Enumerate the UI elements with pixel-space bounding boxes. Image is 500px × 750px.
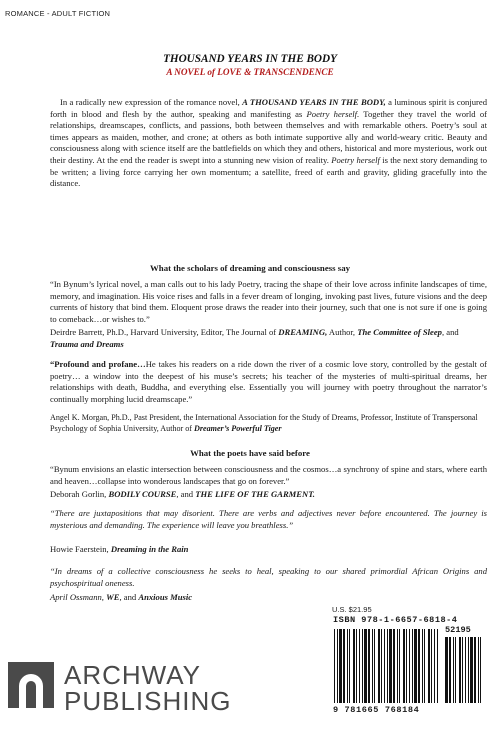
poet-attribution-1: Deborah Gorlin, BODILY COURSE, and THE LIFE OF THE GARMENT. — [50, 489, 315, 499]
barcode-number: 9 781665 768184 — [333, 705, 420, 715]
scholars-heading: What the scholars of dreaming and consciousness say — [150, 263, 350, 273]
poet-attribution-3: April Ossmann, WE, and Anxious Music — [50, 592, 193, 602]
scholar-attribution-1: Deirdre Barrett, Ph.D., Harvard University, Editor, The Journal of DREAMING, Author, The Committee of Sleep, and Trauma and Dreams — [50, 327, 459, 349]
scholar-quote-1: “In Bynum’s lyrical novel, a man calls out to his lady Poetry, tracing the shape of their love across infinite landscapes of time, memory, and imagination. His voice rises and falls in a fever dream of longing, invoking past lives, future visions and the deep currents of history that bind them. Eloquent prose draws the reader into their journey, such that one is not sure if one is going to comeback…or wishes to.” — [50, 279, 487, 324]
publisher-name-line1: ARCHWAY — [64, 660, 201, 690]
poet-attribution-2: Howie Faerstein, Dreaming in the Rain — [50, 544, 189, 554]
book-title: THOUSAND YEARS IN THE BODY — [163, 53, 337, 65]
publisher-name-line2: PUBLISHING — [64, 686, 232, 716]
scholar-quote-2: “Profound and profane…He takes his readers on a ride down the river of a cosmic love story, controlled by the gestalt of poetry… a window into the deepest of his muse’s secrets; his teacher of the mysteries of multi-spiritual dreams, her relationships with death, Buddha, and everything else. Essentially you will journey with poetry throughout the narrator’s continually morphing lucid dreamscape.” — [50, 359, 487, 404]
barcode-bars-icon — [332, 615, 492, 715]
isbn-number: ISBN 978-1-6657-6818-4 — [333, 615, 458, 625]
scholar-attribution-2: Angel K. Morgan, Ph.D., Past President, the International Association for the Study of Dreams, Professor, Institute of Transpersonal Psychology of Sophia University, Author of Dreamer’s Powerful Tiger — [50, 413, 478, 433]
book-description: In a radically new expression of the romance novel, A THOUSAND YEARS IN THE BODY, a luminous spirit is conjured forth in blood and flesh by the author, speaking and manifesting as Poetry herself. Together they travel the world of relationships, dreamscapes, conflicts, and passions, both between themselves and with remarkable others. Poetry’s soul at times appears as maiden, mother, and crone; at others as both intimate supportive ally and world-weary critic. Beauty and consciousness along with science itself are the battlefields on which they and others, historical and more mysterious, work out their destiny. At the end the reader is swept into a stunning new vision of reality. Poetry herself is the next story demanding to be written; a living force carrying her own momentum; a satellite, freed of earth and gravity, gliding gracefully into the distance. — [50, 97, 487, 189]
genre-label: ROMANCE - ADULT FICTION — [5, 9, 111, 18]
isbn-barcode — [332, 615, 492, 715]
poet-quote-2: “There are juxtapositions that may disorient. There are verbs and adjectives never before encountered. The journey is mysterious and demanding. The experience will leave you breathless.” — [50, 508, 487, 530]
archway-logo-icon — [8, 662, 54, 708]
price-addon-number: 52195 — [445, 625, 471, 635]
publisher-logo — [8, 658, 248, 718]
description-book-title: A THOUSAND YEARS IN THE BODY, — [242, 97, 386, 107]
poet-quote-1: “Bynum envisions an elastic intersection between consciousness and the cosmos…a synchrony of spine and stars, where earth and heaven…collapse into wonderous landscapes that go on forever.” — [50, 464, 487, 486]
poet-quote-3: “In dreams of a collective consciousness he seeks to heal, speaking to our shared primordial African Origins and psychospiritual oneness. — [50, 566, 487, 588]
poets-heading: What the poets have said before — [190, 448, 310, 458]
price-label: U.S. $21.95 — [332, 605, 372, 614]
book-subtitle: A NOVEL of LOVE & TRANSCENDENCE — [166, 67, 334, 77]
